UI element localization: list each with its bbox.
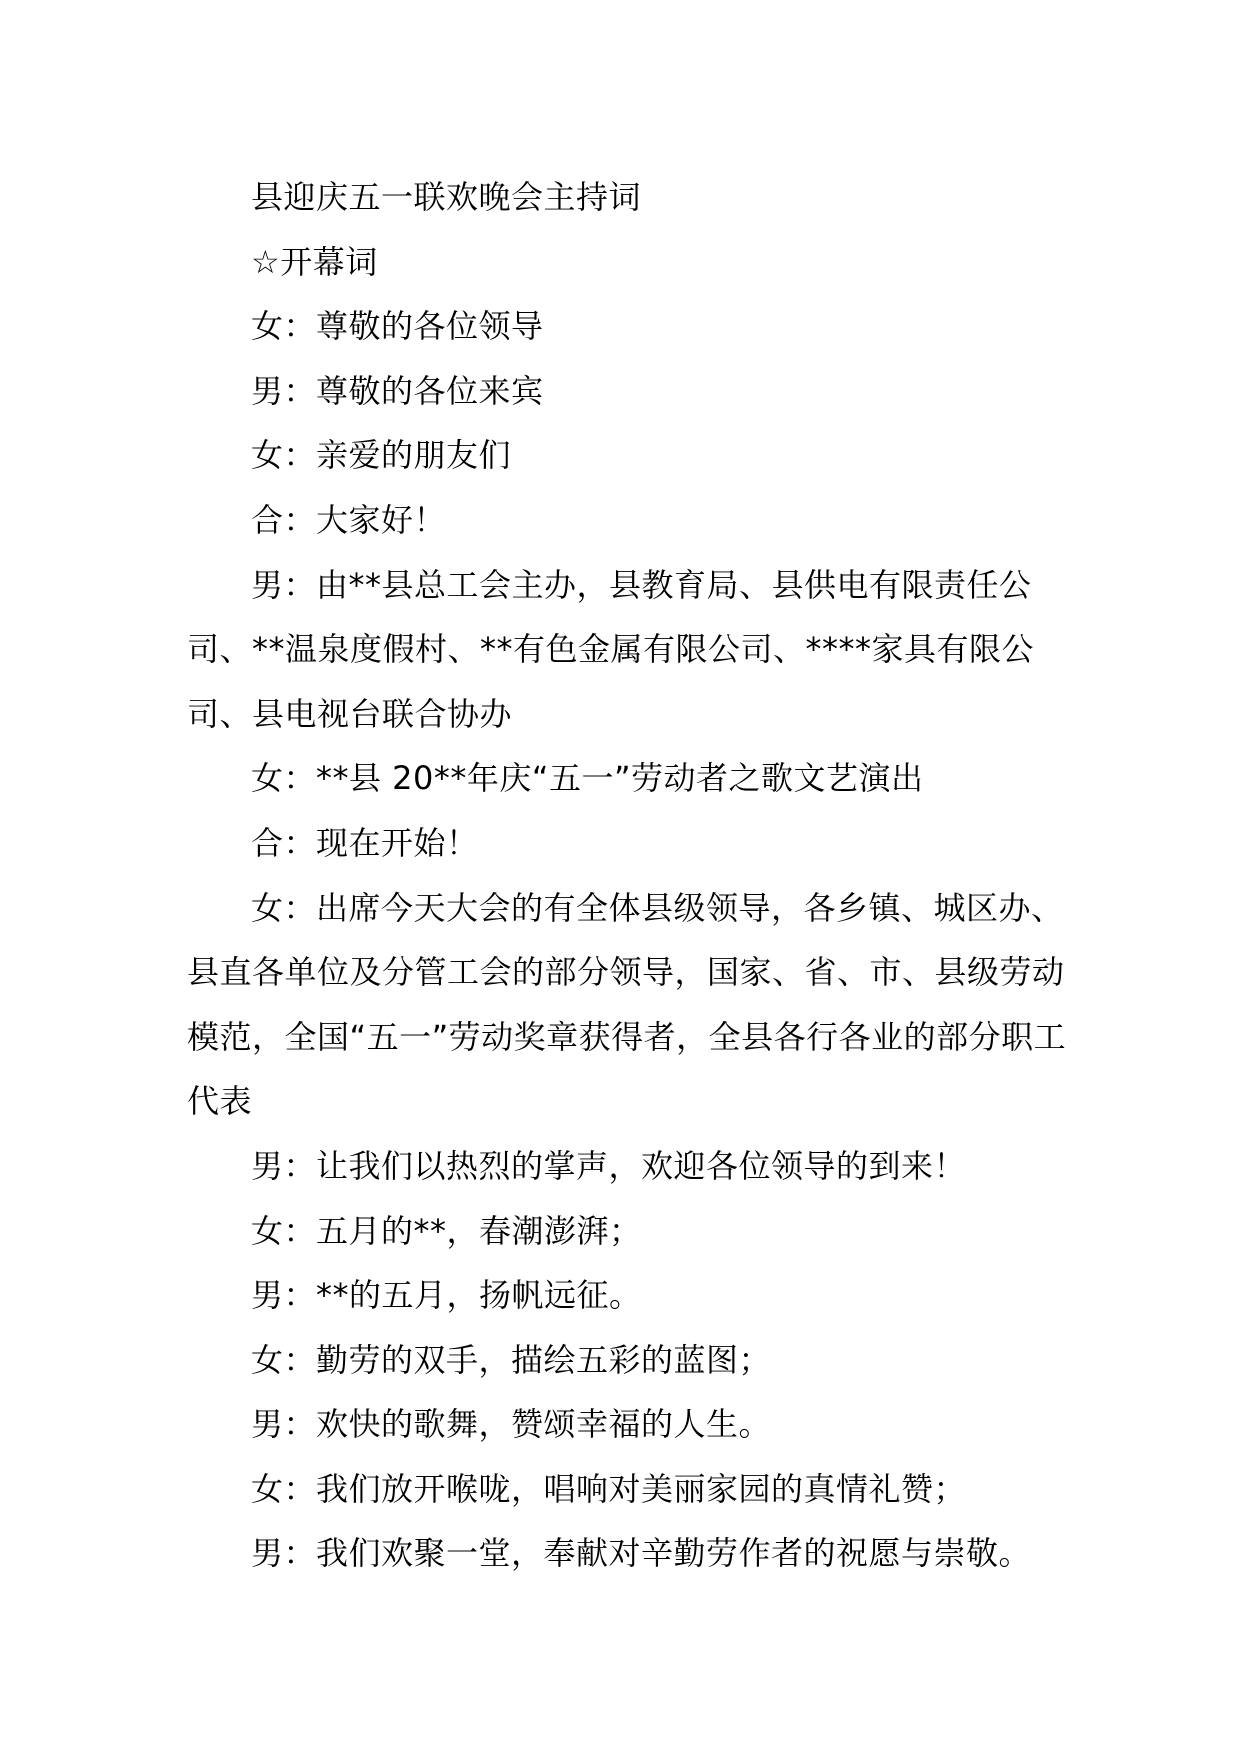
script-line: 男：尊敬的各位来宾: [251, 371, 544, 410]
script-line: 女：尊敬的各位领导: [251, 307, 544, 346]
script-line: 男：**的五月，扬帆远征。: [251, 1276, 642, 1315]
script-line: 合：现在开始！: [251, 823, 479, 862]
script-line: 女：我们放开喉咙，唱响对美丽家园的真情礼赞；: [251, 1469, 967, 1508]
document-title: 县迎庆五一联欢晚会主持词: [251, 178, 642, 216]
script-line: 男：让我们以热烈的掌声，欢迎各位领导的到来！: [251, 1146, 967, 1185]
script-line: 女：**县 20**年庆“五一”劳动者之歌文艺演出: [251, 759, 924, 798]
script-line: 女：出席今天大会的有全体县级领导，各乡镇、城区办、县直各单位及分管工会的部分领导，国家、省、市、县级劳动模范，全国“五一”劳动奖章获得者，全县各行各业的部分职工代表: [187, 888, 1067, 1121]
document-body: [187, 165, 1067, 1586]
section-heading-opening: ☆开幕词: [251, 242, 378, 281]
script-line: 女：五月的**，春潮澎湃；: [251, 1211, 642, 1250]
script-line: 女：亲爱的朋友们: [251, 436, 512, 475]
script-line: 男：我们欢聚一堂，奉献对辛勤劳作者的祝愿与崇敬。: [251, 1534, 1032, 1573]
script-line: 男：由**县总工会主办，县教育局、县供电有限责任公司、**温泉度假村、**有色金属有限公司、****家具有限公司、县电视台联合协办: [187, 565, 1035, 733]
script-line: 女：勤劳的双手，描绘五彩的蓝图；: [251, 1340, 772, 1379]
script-line: 男：欢快的歌舞，赞颂幸福的人生。: [251, 1405, 772, 1444]
script-line: 合：大家好！: [251, 500, 447, 539]
